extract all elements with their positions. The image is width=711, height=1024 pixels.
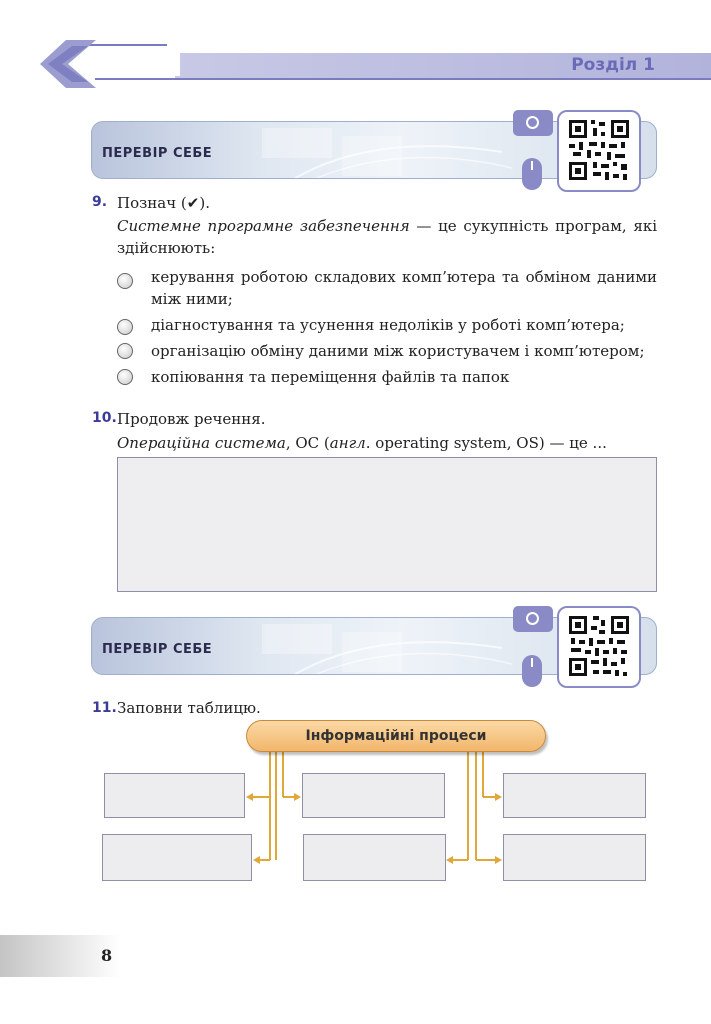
option-text: діагностування та усунення недоліків у роботі комп’ютера;	[151, 316, 625, 334]
question-statement: Операційна система, ОС (англ. operating system, OS) — це ...	[117, 434, 607, 452]
question-prompt: Заповни таблицю.	[117, 699, 261, 717]
table-cell[interactable]	[503, 773, 646, 818]
table-cell[interactable]	[102, 834, 252, 881]
term: Системне програмне забезпечення	[117, 217, 410, 235]
question-prompt: Продовж речення.	[117, 410, 266, 428]
term: Операційна система	[117, 434, 286, 452]
diagram-title: Інформаційні процеси	[246, 720, 546, 752]
banner-label: ПЕРЕВІР СЕБЕ	[102, 146, 213, 161]
page-number: 8	[101, 946, 113, 965]
option-text: керування роботою складових комп’ютера та обміном даними між ними;	[151, 268, 657, 308]
table-cell[interactable]	[302, 773, 445, 818]
question-number: 9.	[92, 194, 108, 210]
banner-label: ПЕРЕВІР СЕБЕ	[102, 642, 213, 657]
question-number: 11.	[92, 700, 117, 716]
option-text: копіювання та переміщення файлів та папок	[151, 368, 510, 386]
definition-text: — це сукупність програм, які здійснюють:	[117, 217, 657, 257]
question-prompt: Познач (✔).	[117, 194, 210, 212]
question-number: 10.	[92, 410, 117, 426]
table-cell[interactable]	[503, 834, 646, 881]
section-title: Розділ 1	[571, 55, 655, 75]
option-text: організацію обміну даними між користувачем і комп’ютером;	[151, 342, 645, 360]
table-cell[interactable]	[303, 834, 446, 881]
table-cell[interactable]	[104, 773, 245, 818]
